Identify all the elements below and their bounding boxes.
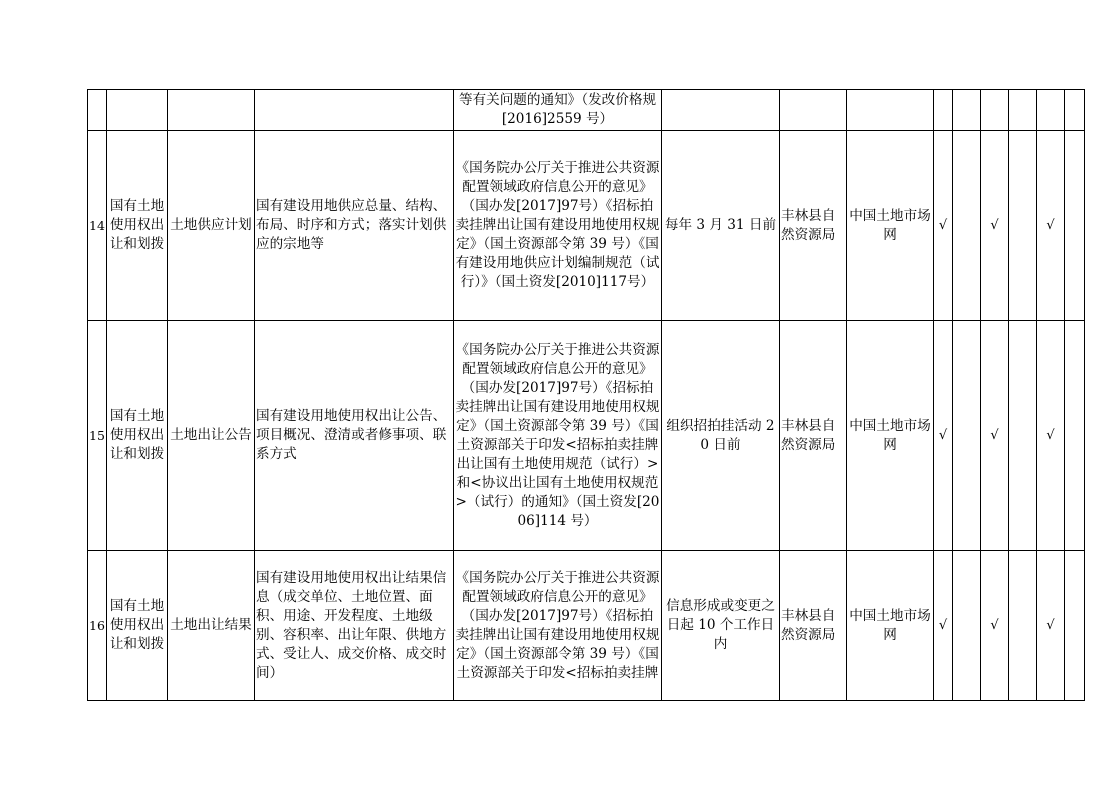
deadline-cell [662,90,780,131]
check-cell [981,90,1009,131]
check-cell [1009,131,1037,321]
content-cell: 国有建设用地使用权出让公告、项目概况、澄清或者修事项、联系方式 [255,321,454,551]
check-cell [1065,90,1085,131]
item-cell: 土地出让公告 [168,321,255,551]
basis-cell: 《国务院办公厅关于推进公共资源配置领域政府信息公开的意见》（国办发[2017]97号）《招标拍卖挂牌出让国有建设用地使用权规定》（国土资源部令第 39 号）《国土资源部关于印发<招标拍卖挂牌出让国有土地使用规范（试行）>和<协议出让国有土地使用权规范>（试行）的通知》（国土资发[2006]114 号） [454,321,662,551]
check-cell: √ [934,131,953,321]
item-cell: 土地供应计划 [168,131,255,321]
check-cell [1037,90,1065,131]
item-cell: 土地出让结果 [168,551,255,701]
row-number [88,90,107,131]
content-cell: 国有建设用地供应总量、结构、布局、时序和方式；落实计划供应的宗地等 [255,131,454,321]
item-cell [168,90,255,131]
check-cell [934,90,953,131]
check-cell [1065,131,1085,321]
agency-cell [780,90,847,131]
category-cell: 国有土地使用权出让和划拨 [107,551,168,701]
basis-cell: 《国务院办公厅关于推进公共资源配置领域政府信息公开的意见》（国办发[2017]97号）《招标拍卖挂牌出让国有建设用地使用权规定》（国土资源部令第 39 号）《国有建设用地供应计划编制规范（试行）》（国土资发[2010]117号） [454,131,662,321]
check-cell: √ [934,551,953,701]
channel-cell: 中国土地市场网 [847,551,934,701]
table-row [88,131,1085,321]
content-cell [255,90,454,131]
check-cell: √ [1037,321,1065,551]
check-cell [1065,321,1085,551]
check-cell [1065,551,1085,701]
check-cell: √ [934,321,953,551]
check-cell [1009,321,1037,551]
deadline-cell: 信息形成或变更之日起 10 个工作日内 [662,551,780,701]
row-number: 16 [88,551,107,701]
check-cell: √ [1037,551,1065,701]
table-row [88,321,1085,551]
deadline-cell: 组织招拍挂活动 20 日前 [662,321,780,551]
check-cell [953,90,981,131]
table-row [88,90,1085,131]
agency-cell: 丰林县自然资源局 [780,321,847,551]
disclosure-table [87,89,1085,701]
check-cell [953,131,981,321]
channel-cell: 中国土地市场网 [847,321,934,551]
category-cell: 国有土地使用权出让和划拨 [107,321,168,551]
check-cell: √ [981,131,1009,321]
check-cell: √ [981,551,1009,701]
table-row [88,551,1085,701]
check-cell [1009,551,1037,701]
basis-cell: 《国务院办公厅关于推进公共资源配置领域政府信息公开的意见》（国办发[2017]97号）《招标拍卖挂牌出让国有建设用地使用权规定》（国土资源部令第 39 号）《国土资源部关于印发<招标拍卖挂牌 [454,551,662,701]
check-cell: √ [981,321,1009,551]
check-cell [953,321,981,551]
channel-cell [847,90,934,131]
category-cell: 国有土地使用权出让和划拨 [107,131,168,321]
category-cell [107,90,168,131]
content-cell: 国有建设用地使用权出让结果信息（成交单位、土地位置、面积、用途、开发程度、土地级别、容积率、出让年限、供地方式、受让人、成交价格、成交时间） [255,551,454,701]
check-cell [953,551,981,701]
row-number: 15 [88,321,107,551]
deadline-cell: 每年 3 月 31 日前 [662,131,780,321]
agency-cell: 丰林县自然资源局 [780,131,847,321]
agency-cell: 丰林县自然资源局 [780,551,847,701]
check-cell: √ [1037,131,1065,321]
channel-cell: 中国土地市场网 [847,131,934,321]
row-number: 14 [88,131,107,321]
basis-cell: 等有关问题的通知》（发改价格规[2016]2559 号） [454,90,662,131]
check-cell [1009,90,1037,131]
